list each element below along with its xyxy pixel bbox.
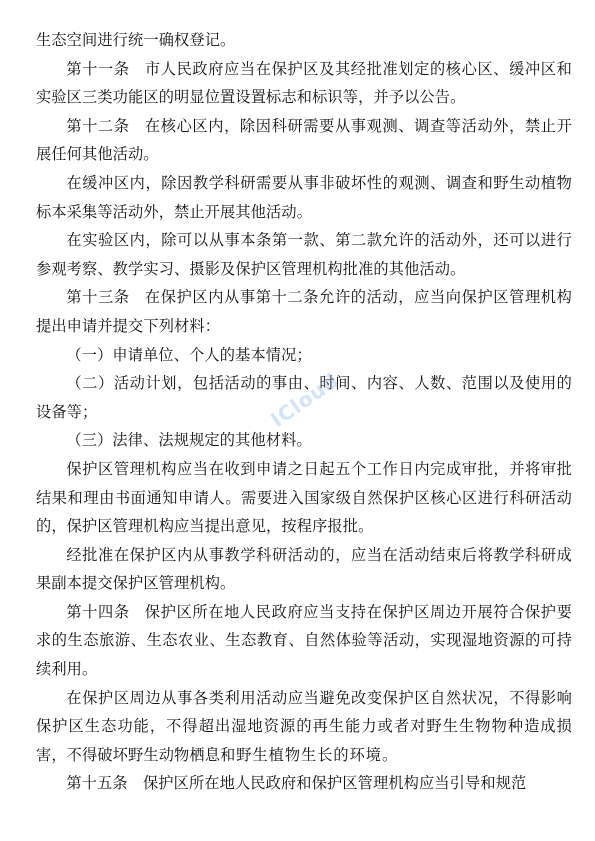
paragraph xyxy=(36,684,572,770)
paragraph-text: 市人民政府应当在保护区及其经批准划定的核心区、缓冲区和实验区三类功能区的明显位置设置标志和标识等，并予以公告。 xyxy=(36,59,572,107)
article-12 xyxy=(36,112,572,169)
article-label: 第十三条 xyxy=(66,288,130,307)
paragraph-text: 经批准在保护区内从事教学科研活动的，应当在活动结束后将教学科研成果副本提交保护区管理机构。 xyxy=(36,545,572,593)
paragraph-text-tail: 和野生植物生长的环境。 xyxy=(220,745,399,764)
paragraph-text: 在缓冲区内，除因教学科研需要从事非破坏性的观测、调查和野生动植物标本采集等活动外，禁止开展其他活动。 xyxy=(36,173,572,221)
article-11 xyxy=(36,55,572,112)
document-page xyxy=(36,26,572,798)
paragraph xyxy=(36,226,572,283)
article-15 xyxy=(36,769,572,798)
article-label: 第十四条 xyxy=(66,602,130,621)
paragraph-text: 保护区所在地人民政府和保护区管理机构应当引导和规范 xyxy=(142,774,527,793)
paragraph-text: 在保护区周边从事各类利用活动应当避免改变保护区自然状况，不得影响保护区生态功能，不得超出湿地资源的再生能力或者对野生生物物种造成损害，不得破坏野生动物栖息 xyxy=(36,688,572,764)
paragraph xyxy=(36,169,572,226)
paragraph-text: 保护区管理机构应当在收到申请之日起五个工作日内完成审批，并将审批结果和理由书面通知申请人。需要进入国家级自然保护区核心区进行科研活动的，保护区管理机构应当提出意见，按程序报批。 xyxy=(36,459,572,536)
list-item xyxy=(36,369,572,426)
paragraph-text: 在保护区内从事第十二条允许的活动，应当向保护区管理机构提出申请并提交下列材料： xyxy=(36,288,572,335)
list-item xyxy=(36,426,572,455)
article-13 xyxy=(36,283,572,340)
watermark-logo: ICloud xyxy=(266,368,344,432)
paragraph-continuation xyxy=(36,26,572,55)
article-label: 第十一条 xyxy=(66,59,130,78)
paragraph-text: （三）法律、法规规定的其他材料。 xyxy=(66,431,312,450)
paragraph-text: 在核心区内，除因科研需要从事观测、调查等活动外，禁止开展任何其他活动。 xyxy=(36,116,572,164)
article-label: 第十五条 xyxy=(66,774,128,793)
paragraph-text: （二）活动计划，包括活动的事由、时间、内容、人数、范围以及使用的设备等； xyxy=(36,374,572,421)
paragraph-text: 生态空间进行统一确权登记。 xyxy=(36,31,236,49)
article-14 xyxy=(36,598,572,684)
article-label: 第十二条 xyxy=(66,116,130,135)
list-item xyxy=(36,341,572,370)
paragraph-text: （一）申请单位、个人的基本情况； xyxy=(66,345,312,364)
paragraph-text: 在实验区内，除可以从事本条第一款、第二款允许的活动外，还可以进行参观考察、教学实习、摄影及保护区管理机构批准的其他活动。 xyxy=(36,231,572,278)
paragraph xyxy=(36,455,572,541)
paragraph xyxy=(36,541,572,598)
paragraph-text: 保护区所在地人民政府应当支持在保护区周边开展符合保护要求的生态旅游、生态农业、生态教育、自然体验等活动，实现湿地资源的可持续利用。 xyxy=(36,602,572,679)
